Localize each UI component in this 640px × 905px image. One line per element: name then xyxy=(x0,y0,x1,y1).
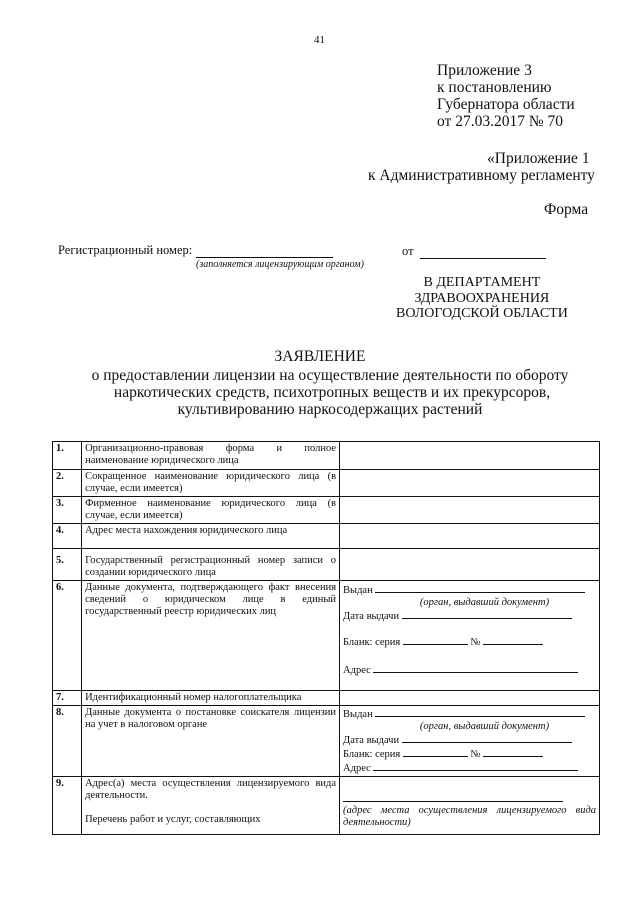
address-label: Адрес xyxy=(343,665,371,676)
row-number: 6. xyxy=(53,581,82,691)
row-value-field[interactable] xyxy=(340,691,600,706)
table-row xyxy=(53,691,600,706)
blank-series-field[interactable] xyxy=(403,747,468,757)
row-number: 7. xyxy=(53,691,82,706)
address-field[interactable] xyxy=(373,663,578,673)
table-row xyxy=(53,442,600,470)
issued-label: Выдан xyxy=(343,585,373,596)
row-value-field[interactable] xyxy=(340,470,600,497)
appendix-1-line: к Административному регламенту xyxy=(368,167,595,184)
issued-field[interactable] xyxy=(375,707,585,717)
appendix-1-line: «Приложение 1 xyxy=(487,150,590,167)
page-number: 41 xyxy=(314,34,325,46)
row-number: 3. xyxy=(53,497,82,524)
row-number: 8. xyxy=(53,706,82,777)
row-label: Организационно-правовая форма и полное наименование юридического лица xyxy=(82,442,340,470)
issue-date-field[interactable] xyxy=(402,609,572,619)
address-label: Адрес xyxy=(343,763,371,774)
row-number: 5. xyxy=(53,549,82,581)
blank-series-label: Бланк: серия xyxy=(343,749,401,760)
row-label: Идентификационный номер налогоплательщика xyxy=(82,691,340,706)
date-from-field[interactable] xyxy=(420,258,546,259)
number-sign: № xyxy=(470,637,481,648)
number-sign: № xyxy=(470,749,481,760)
document-title: ЗАЯВЛЕНИЕ xyxy=(274,348,366,365)
table-row xyxy=(53,497,600,524)
issuer-note: (орган, выдавший документ) xyxy=(419,721,550,732)
blank-number-field[interactable] xyxy=(483,747,543,757)
row-label: Адрес места нахождения юридического лица xyxy=(82,524,340,549)
document-subtitle: о предоставлении лицензии на осуществление деятельности по обороту xyxy=(91,367,569,384)
table-row xyxy=(53,706,600,777)
address-field[interactable] xyxy=(373,761,578,771)
row-value-field[interactable] xyxy=(340,524,600,549)
issue-date-label: Дата выдачи xyxy=(343,735,400,746)
row-label: Сокращенное наименование юридического лица (в случае, если имеется) xyxy=(82,470,340,497)
row-label: Фирменное наименование юридического лица (в случае, если имеется) xyxy=(82,497,340,524)
appendix-3-line: к постановлению xyxy=(437,79,552,96)
table-row xyxy=(53,470,600,497)
blank-number-field[interactable] xyxy=(483,635,543,645)
issuer-note: (орган, выдавший документ) xyxy=(419,597,550,608)
row-number: 2. xyxy=(53,470,82,497)
addressee xyxy=(396,275,568,322)
row-number: 1. xyxy=(53,442,82,470)
application-form-table xyxy=(52,441,600,835)
date-from-label: от xyxy=(402,244,414,258)
addressee-line: ВОЛОГОДСКОЙ ОБЛАСТИ xyxy=(396,306,568,321)
table-row xyxy=(53,524,600,549)
registration-number-field[interactable] xyxy=(196,257,333,258)
issued-field[interactable] xyxy=(375,583,585,593)
registration-note: (заполняется лицензирующим органом) xyxy=(196,259,364,270)
row-value-field[interactable] xyxy=(340,497,600,524)
appendix-3-line: Приложение 3 xyxy=(437,62,532,79)
row-label xyxy=(82,777,340,835)
table-row xyxy=(53,777,600,835)
document-data-cell xyxy=(340,581,600,691)
issue-date-label: Дата выдачи xyxy=(343,611,400,622)
row-label: Государственный регистрационный номер записи о создании юридического лица xyxy=(82,549,340,581)
row-value-field[interactable] xyxy=(340,549,600,581)
activity-address-note: (адрес места осуществления лицензируемого вида деятельности) xyxy=(343,805,596,828)
appendix-3-header xyxy=(437,62,575,130)
row-9-value-cell xyxy=(340,777,600,835)
document-subtitle: наркотических средств, психотропных веществ и их прекурсоров, xyxy=(113,384,551,401)
row-value-field[interactable] xyxy=(340,442,600,470)
addressee-line: ЗДРАВООХРАНЕНИЯ xyxy=(414,290,550,306)
row-label: Данные документа о постановке соискателя лицензии на учет в налоговом органе xyxy=(82,706,340,777)
activity-address-field[interactable] xyxy=(343,792,563,802)
blank-series-field[interactable] xyxy=(403,635,468,645)
table-row xyxy=(53,549,600,581)
blank-series-label: Бланк: серия xyxy=(343,637,401,648)
issue-date-field[interactable] xyxy=(402,733,572,743)
form-label: Форма xyxy=(544,201,589,218)
addressee-line: В ДЕПАРТАМЕНТ xyxy=(423,275,541,290)
appendix-3-line: от 27.03.2017 № 70 xyxy=(437,113,563,130)
row-9-label-line: Адрес(а) места осуществления лицензируемого вида деятельности. xyxy=(85,778,337,801)
row-number: 4. xyxy=(53,524,82,549)
row-number: 9. xyxy=(53,777,82,835)
appendix-3-line: Губернатора области xyxy=(437,96,575,113)
registration-number-label: Регистрационный номер: xyxy=(58,243,193,257)
issued-label: Выдан xyxy=(343,709,373,720)
row-label: Данные документа, подтверждающего факт внесения сведений о юридическом лице в единый государственный реестр юридических лиц xyxy=(82,581,340,691)
row-9-label-line: Перечень работ и услуг, составляющих xyxy=(85,814,261,825)
table-row xyxy=(53,581,600,691)
document-data-cell xyxy=(340,706,600,777)
document-subtitle: культивированию наркосодержащих растений xyxy=(177,401,483,418)
